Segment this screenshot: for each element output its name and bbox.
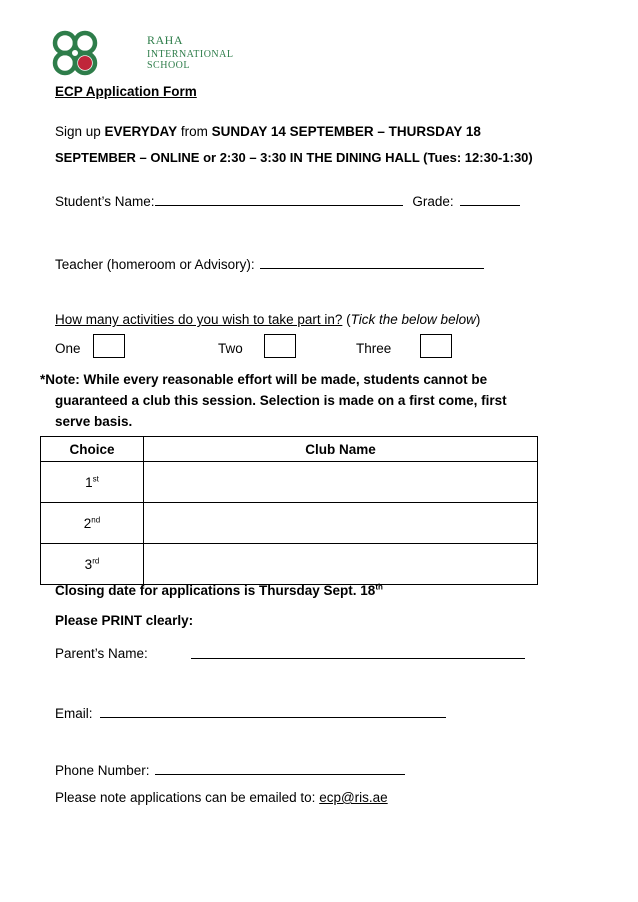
teacher-row [55, 256, 484, 272]
club-name-cell-1[interactable] [144, 462, 538, 503]
phone-field[interactable] [155, 762, 405, 775]
club-name-cell-3[interactable] [144, 544, 538, 585]
student-name-field[interactable] [155, 193, 403, 206]
phone-label: Phone Number: [55, 763, 150, 778]
logo-name-line2: INTERNATIONAL [147, 49, 234, 60]
option-one-checkbox[interactable] [93, 334, 125, 358]
student-name-label: Student’s Name: [55, 194, 155, 209]
form-title: ECP Application Form [55, 84, 197, 99]
option-three-label: Three [356, 341, 392, 356]
activities-question: How many activities do you wish to take part in? [55, 312, 343, 327]
school-logo [52, 30, 234, 78]
note-line1: *Note: While every reasonable effort will be made, students cannot be [40, 372, 488, 387]
choice-cell-2: 2nd [41, 503, 144, 544]
signup-from: from [177, 124, 212, 139]
print-clearly: Please PRINT clearly: [55, 613, 194, 628]
signup-everyday: EVERYDAY [104, 124, 178, 139]
parent-name-label: Parent’s Name: [55, 646, 148, 661]
closing-text: Closing date for applications is Thursday Sept. 18 [55, 583, 376, 598]
activities-paren-close: ) [475, 312, 481, 327]
option-one-label: One [55, 341, 81, 356]
club-name-cell-2[interactable] [144, 503, 538, 544]
student-name-row [55, 193, 520, 209]
table-row [41, 503, 538, 544]
logo-circles-icon [52, 30, 98, 76]
choice-cell-3: 3rd [41, 544, 144, 585]
table-row [41, 462, 538, 503]
club-choice-table [40, 436, 538, 585]
signup-dates-line2: SEPTEMBER – ONLINE or 2:30 – 3:30 IN THE DINING HALL (Tues: 12:30-1:30) [55, 150, 533, 165]
logo-name-line1: RAHA [147, 33, 184, 47]
club-name-column-header: Club Name [144, 437, 538, 462]
parent-name-field-wrap [191, 646, 525, 662]
option-two-label: Two [218, 341, 243, 356]
activities-hint: Tick the below below [350, 312, 476, 327]
closing-suffix: th [375, 582, 383, 592]
option-three-checkbox[interactable] [420, 334, 452, 358]
choice-cell-1: 1st [41, 462, 144, 503]
signup-dates-line1: SUNDAY 14 SEPTEMBER – THURSDAY 18 [211, 124, 481, 139]
choice-column-header: Choice [41, 437, 144, 462]
activities-paren-open: ( [342, 312, 351, 327]
option-two-checkbox[interactable] [264, 334, 296, 358]
signup-line1 [55, 124, 481, 139]
note-line2: guaranteed a club this session. Selection is made on a first come, first [55, 393, 507, 408]
signup-pre: Sign up [55, 124, 105, 139]
logo-name-line3: SCHOOL [147, 60, 191, 71]
email-field[interactable] [100, 705, 446, 718]
table-header-row [41, 437, 538, 462]
phone-row [55, 762, 405, 778]
parent-name-field[interactable] [191, 646, 525, 659]
email-note-row [55, 790, 388, 805]
activities-row [55, 312, 480, 327]
email-note: Please note applications can be emailed to: [55, 790, 320, 805]
teacher-field[interactable] [260, 256, 484, 269]
grade-field[interactable] [460, 193, 520, 206]
email-address-link[interactable]: ecp@ris.ae [319, 790, 388, 805]
closing-date [55, 583, 383, 598]
note-line3: serve basis. [55, 414, 133, 429]
table-row [41, 544, 538, 585]
teacher-label: Teacher (homeroom or Advisory): [55, 257, 255, 272]
email-row [55, 705, 446, 721]
grade-label: Grade: [412, 194, 454, 209]
email-label: Email: [55, 706, 93, 721]
